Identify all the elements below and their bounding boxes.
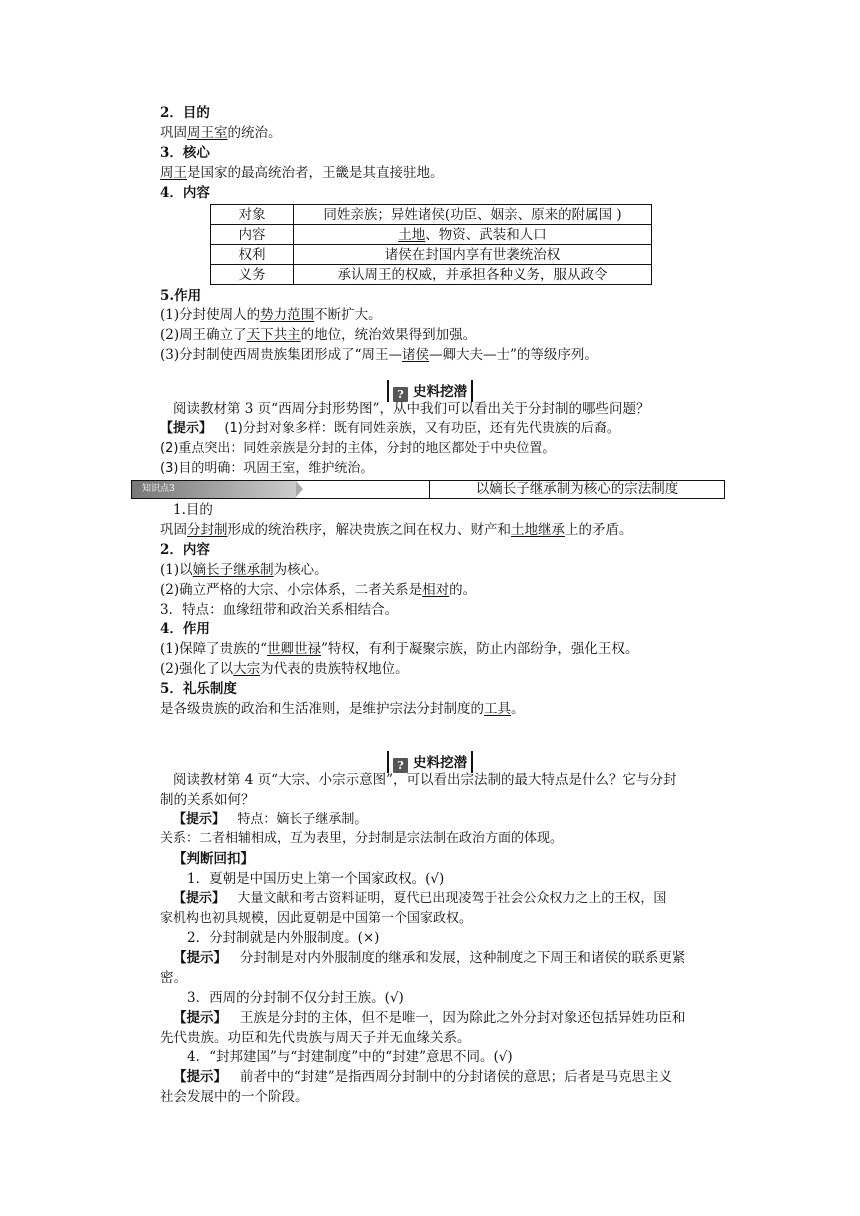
judge-a1-line-2: 家机构也初具规模，因此夏朝是中国第一个国家政权。 bbox=[160, 911, 473, 926]
judge-q3: 3．西周的分封制不仅分封王族。(√) bbox=[187, 990, 404, 1006]
zongfa-content-2: (2)确立严格的大宗、小宗体系，二者关系是相对的。 bbox=[160, 582, 477, 598]
sources2-question-line-1: 阅读教材第 4 页“大宗、小宗示意图”，可以看出宗法制的最大特点是什么？它与分封 bbox=[173, 772, 677, 788]
judge-q1: 1．夏朝是中国历史上第一个国家政权。(√) bbox=[187, 871, 445, 887]
sources2-hint-2: 关系：二者相辅相成，互为表里，分封制是宗法制在政治方面的体现。 bbox=[160, 831, 564, 846]
table-cell-value: 承认周王的权威，并承担各种义务，服从政令 bbox=[294, 265, 652, 285]
zongfa-effect-2: (2)强化了以大宗为代表的贵族特权地位。 bbox=[160, 661, 409, 677]
judge-a3-line-1: 【提示】 王族是分封的主体，但不是唯一，因为除此之外分封对象还包括异姓功臣和 bbox=[173, 1010, 686, 1026]
zongfa-effect-1: (1)保障了贵族的“世卿世禄”特权，有利于凝聚宗族，防止内部纷争，强化王权。 bbox=[160, 641, 639, 657]
content-heading: 4．内容 bbox=[160, 185, 210, 201]
effect-line-3: (3)分封制使西周贵族集团形成了“周王—诸侯—卿大夫—士”的等级序列。 bbox=[160, 347, 598, 363]
effect-heading: 5.作用 bbox=[160, 288, 202, 304]
zongfa-content-1: (1)以嫡长子继承制为核心。 bbox=[160, 562, 328, 578]
effect-line-2: (2)周王确立了天下共主的地位，统治效果得到加强。 bbox=[160, 327, 477, 343]
sources2-question-line-2: 制的关系如何？ bbox=[160, 792, 255, 808]
rites-heading: 5．礼乐制度 bbox=[160, 681, 237, 697]
question-icon: ? bbox=[393, 758, 408, 773]
purpose-text: 巩固周王室的统治。 bbox=[160, 125, 282, 141]
zongfa-purpose-text: 巩固分封制形成的统治秩序，解决贵族之间在权力、财产和土地继承上的矛盾。 bbox=[160, 522, 633, 538]
content-table bbox=[210, 204, 652, 285]
zongfa-feature: 3．特点：血缘纽带和政治关系相结合。 bbox=[160, 602, 399, 618]
table-cell-key: 义务 bbox=[211, 265, 294, 285]
sources-hint-3: (3)目的明确：巩固王室，维护统治。 bbox=[160, 461, 374, 476]
table-row bbox=[211, 265, 652, 285]
table-row bbox=[211, 245, 652, 265]
judge-a2-line-2: 密。 bbox=[160, 970, 187, 986]
zongfa-effect-heading: 4．作用 bbox=[160, 621, 210, 637]
table-cell-value: 土地、物资、武装和人口 bbox=[294, 225, 652, 245]
judge-q2: 2．分封制就是内外服制度。(×) bbox=[187, 930, 380, 946]
core-text: 周王是国家的最高统治者，王畿是其直接驻地。 bbox=[160, 165, 444, 181]
table-cell-value: 同姓亲族；异姓诸侯(功臣、姻亲、原来的附属国 ) bbox=[294, 205, 652, 225]
judge-a4-line-2: 社会发展中的一个阶段。 bbox=[160, 1089, 309, 1105]
judge-heading: 【判断回扣】 bbox=[173, 851, 254, 867]
knowledge-point-bar bbox=[131, 480, 725, 499]
judge-a3-line-2: 先代贵族。功臣和先代贵族与周天子并无血缘关系。 bbox=[160, 1030, 471, 1046]
judge-a4-line-1: 【提示】 前者中的“封建”是指西周分封制中的分封诸侯的意思；后者是马克思主义 bbox=[173, 1069, 673, 1085]
table-cell-key: 对象 bbox=[211, 205, 294, 225]
zongfa-purpose-heading: 1.目的 bbox=[173, 502, 213, 518]
arrow-icon bbox=[296, 481, 303, 497]
sources-banner-1: ? 史料挖潜 bbox=[0, 380, 860, 402]
judge-q4: 4．“封邦建国”与“封建制度”中的“封建”意思不同。(√) bbox=[187, 1049, 513, 1065]
table-cell-key: 权利 bbox=[211, 245, 294, 265]
sources2-hint-1: 【提示】 特点：嫡长子继承制。 bbox=[173, 812, 368, 827]
table-row bbox=[211, 205, 652, 225]
purpose-heading: 2．目的 bbox=[160, 105, 210, 121]
zongfa-content-heading: 2．内容 bbox=[160, 542, 210, 558]
sources-question-1: 阅读教材第 3 页“西周分封形势图”，从中我们可以看出关于分封制的哪些问题？ bbox=[173, 401, 650, 417]
core-heading: 3．核心 bbox=[160, 145, 210, 161]
sources-banner-2: ? 史料挖潜 bbox=[0, 751, 860, 773]
rites-text: 是各级贵族的政治和生活准则，是维护宗法分封制度的工具。 bbox=[160, 701, 525, 717]
sources-hint-2: (2)重点突出：同姓亲族是分封的主体，分封的地区都处于中央位置。 bbox=[160, 441, 556, 456]
table-cell-value: 诸侯在封国内享有世袭统治权 bbox=[294, 245, 652, 265]
effect-line-1: (1)分封使周人的势力范围不断扩大。 bbox=[160, 307, 382, 323]
judge-a2-line-1: 【提示】 分封制是对内外服制度的继承和发展，这种制度之下周王和诸侯的联系更紧 bbox=[173, 950, 686, 966]
question-icon: ? bbox=[393, 387, 408, 402]
judge-a1-line-1: 【提示】 大量文献和考古资料证明，夏代已出现凌驾于社会公众权力之上的王权，国 bbox=[173, 891, 667, 906]
sources-hint-1: 【提示】 (1)分封对象多样：既有同姓亲族，又有功臣，还有先代贵族的后裔。 bbox=[160, 421, 620, 436]
knowledge-point-title: 以嫡长子继承制为核心的宗法制度 bbox=[475, 481, 679, 497]
knowledge-point-tag: 知识点3 bbox=[132, 481, 296, 498]
table-row bbox=[211, 225, 652, 245]
table-cell-key: 内容 bbox=[211, 225, 294, 245]
